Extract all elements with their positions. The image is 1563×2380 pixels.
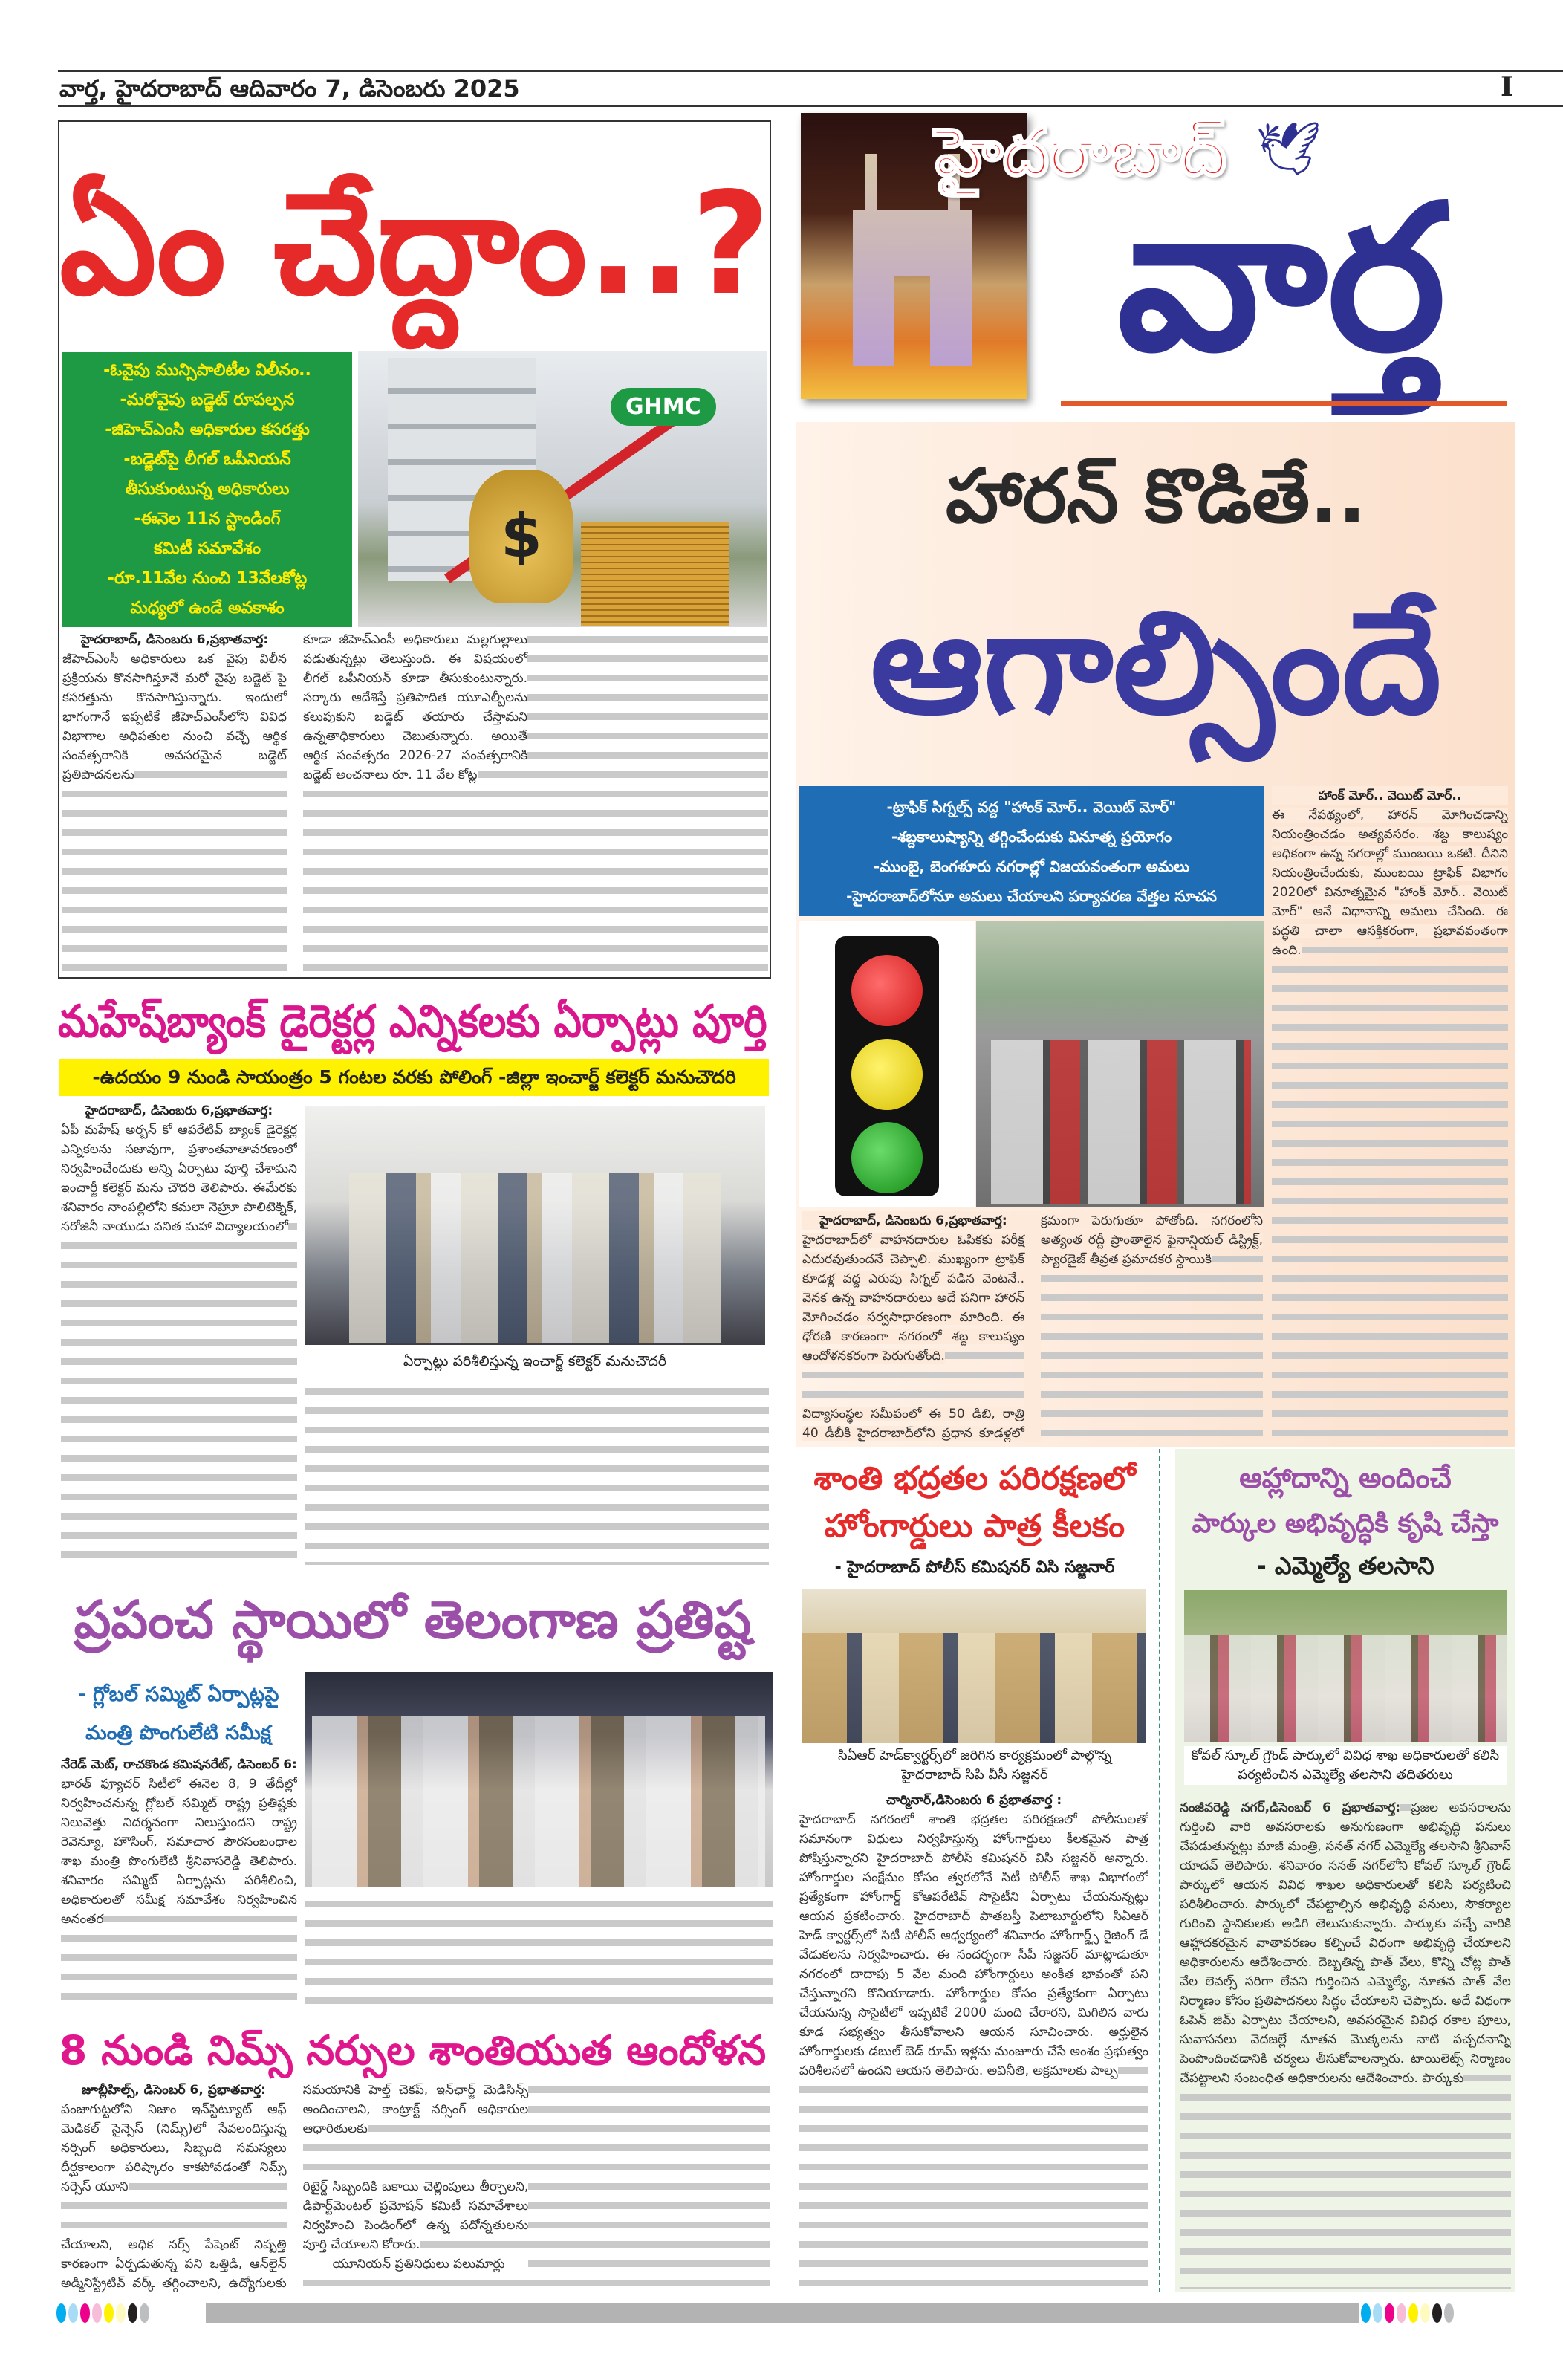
body-paragraph: పంజాగుట్టలోని నిజాం ఇన్‌స్టిట్యూట్ ఆఫ్ మెడికల్ సైన్సెస్ (నిమ్స్)లో సేవలందిస్తున్న నర్సింగ్ అధికారులు, సిబ్బంది సమస్యలు దీర్ఘకాలంగా పరిష్కారం కాకపోవడంతో నిమ్స్ నర్సెస్ యూని — [61, 2102, 287, 2194]
homeguard-photo-caption: సిఏఆర్ హెడ్‌క్వార్టర్స్‌లో జరిగిన కార్యక్రమంలో పాల్గొన్న హైదరాబాద్ సిపి వీసీ సజ్జనర్ — [837, 1748, 1112, 1783]
summit-review-photo — [305, 1672, 773, 1887]
masthead-city: హైదరాబాద్ — [935, 114, 1226, 190]
summit-body-left — [61, 1755, 297, 2006]
traffic-story — [796, 422, 1515, 1447]
mahesh-photo-caption: ఏర్పాట్లు పరిశీలిస్తున్న ఇంచార్జ్ కలెక్టర్ మనుచౌదరీ — [403, 1353, 667, 1369]
traffic-sidebar — [1272, 786, 1508, 1443]
print-marks-right — [1361, 2303, 1456, 2323]
highlight-item: మధ్యలో ఉండే అవకాశం — [130, 599, 285, 617]
body-paragraph: ప్రజల అవసరాలను గుర్తించి వారి అవసరాలకు అనుగుణంగా అభివృద్ధి పనులు చేపడుతున్నట్లు మాజీ మంత్రి, సనత్ నగర్ ఎమ్మెల్యే తలసాని శ్రీనివాస్ యాదవ్ తెలిపారు. శనివారం సనత్ నగర్‌లోని కోవల్ స్కూల్ గ్రౌండ్ పార్కులో ఆయన వివిధ శాఖల అధికారులతో కలిసి పర్యటించి పరిశీలించారు. పార్కులో చేపట్టాల్సిన అభివృద్ధి పనులు, సౌకర్యాల గురించి స్థానికులకు అడిగి తెలుసుకున్నారు. పార్కుకు వచ్చే వారికి ఆహ్లాదకరమైన వాతావరణం కల్పించే విధంగా అభివృద్ధి చేయాలని అధికారులను ఆదేశించారు. దెబ్బతిన్న పాత్ వేలు, కొన్ని చోట్ల పాత్ వేల లెవల్స్ సరిగా లేవని గుర్తించిన ఎమ్మెల్యే, నూతన పాత్ వేల నిర్మాణం కోసం ప్రతిపాదనలు సిద్ధం చేయాలని చెప్పారు. అదే విధంగా ఓపెన్ జిమ్ ఏర్పాటు చేయాలని, అవసరమైన వివిధ రకాల పూలు, సువాసనలు వెదజల్లే నూతన మొక్కలను నాటి పచ్చదనాన్ని పెంపొందించడానికి చర్యలు తీసుకోవాలన్నారు. టాయిలెట్స్ నిర్మాణం చేపట్టాలని సంబంధిత అధికారులను ఆదేశించారు. పార్కుకు — [1180, 1800, 1511, 2086]
mahesh-body-bottom — [305, 1382, 769, 1565]
body-paragraph: కూడా జీహెచ్ఎంసీ అధికారులు మల్లగుల్లాలు పడుతున్నట్లు తెలుస్తుంది. ఈ విషయంలో లీగల్ ఒపీనియన్ కూడా తీసుకుంటున్నారు. సర్కారు ఆదేశిస్తే ప్రతిపాదిత యూఎల్బీలను కలుపుకుని బడ్జెట్ తయారు చేస్తామని ఉన్నతాధికారులు చెబుతున్నారు. అయితే ఆర్థిక సంవత్సరం 2026-27 సంవత్సరానికి బడ్జెట్ అంచనాలు రూ. 11 వేల కోట్ల — [303, 632, 527, 782]
mahesh-election-photo — [305, 1106, 765, 1345]
body-paragraph: ఏపీ మహేష్ అర్బన్ కో ఆపరేటివ్ బ్యాంక్ డైరెక్టర్ల ఎన్నికలను సజావుగా, ప్రశాంతవాతావరణంలో నిర్వహించేందుకు అన్ని ఏర్పాటు పూర్తి చేశామని ఇంచార్జీ కలెక్టర్ మను చౌదరి తెలిపారు. ఈమేరకు శనివారం నాంపల్లిలోని కమలా నెహ్రూ పాలిటెక్నిక్, సరోజినీ నాయుడు వనిత మహా విద్యాలయంలో — [61, 1123, 297, 1234]
parks-visit-photo — [1184, 1590, 1507, 1742]
highlight-item: -శబ్దకాలుష్యాన్ని తగ్గించేందుకు వినూత్న ప్రయోగం — [891, 827, 1172, 846]
dateline: హైదరాబాద్, డిసెంబరు 6,ప్రభాతవార్త: — [802, 1211, 1024, 1230]
money-bag-icon: $ — [469, 470, 573, 603]
parks-headline-line: పార్కుల అభివృద్ధికి కృషి చేస్తా — [1192, 1508, 1499, 1539]
ghmc-headline: ఏం చేద్దాం..? — [59, 162, 770, 326]
highlight-item: -ముంబై, బెంగళూరు నగరాల్లో విజయవంతంగా అమలు — [873, 857, 1190, 875]
highlight-item: -జిహెచ్ఎంసి అధికారుల కసరత్తు — [105, 421, 310, 439]
body-paragraph: రిటైర్డ్ సిబ్బందికి బకాయి చెల్లింపులు తీర్చాలని, డిపార్ట్‌మెంటల్ ప్రమోషన్ కమిటీ సమావేశాలు నిర్వహించి పెండింగ్‌లో ఉన్న పదోన్నతులను పూర్తి చేయాలని కోరారు. — [302, 2179, 529, 2252]
dateline: హైదరాబాద్, డిసెంబరు 6,ప్రభాతవార్త: — [61, 1101, 297, 1121]
highlight-item: -రూ.11వేల నుంచి 13వేలకోట్ల — [107, 569, 308, 588]
summit-body-bottom — [305, 1895, 773, 2006]
ghmc-highlights-box — [62, 352, 352, 627]
dateline: నంజీవరెడ్డి నగర్,డిసెంబర్ 6 ప్రభాతవార్త: — [1180, 1800, 1401, 1815]
body-paragraph: జీహెచ్ఎంసీ అధికారులు ఒక వైపు విలీన ప్రక్రియను కొనసాగిస్తూనే మరో వైపు బడ్జెట్ పై కసరత్తును కొనసాగిస్తున్నారు. ఇందులో భాగంగానే ఇప్పటికే జీహెచ్ఎంసీలోని వివిధ విభాగాల అధిపతుల నుంచి వచ్చే ఆర్థిక సంవత్సరానికి అవసరమైన బడ్జెట్ ప్రతిపాదనలను — [62, 652, 287, 782]
dateline: జూబ్లీహిల్స్, డిసెంబర్ 6, ప్రభాతవార్త: — [61, 2081, 287, 2100]
highlight-item: -మరోవైపు బడ్జెట్ రూపల్పన — [120, 391, 295, 409]
traffic-headline-1: హారన్ కొడితే.. — [945, 453, 1367, 539]
ghmc-logo: GHMC — [611, 388, 716, 426]
page-number: I — [1501, 71, 1513, 103]
parks-subhead: - ఎమ్మెల్యే తలసాని — [1256, 1551, 1434, 1580]
parks-photo-caption: కోవల్ స్కూల్ గ్రౌండ్ పార్కులో వివిధ శాఖ అధికారులతో కలిసి పర్యటించిన ఎమ్మెల్యే తలసాని తదితరులు — [1184, 1746, 1507, 1785]
parks-story — [1175, 1449, 1515, 2292]
highlight-item: తీసుకుంటున్న అధికారులు — [125, 480, 290, 499]
highlight-item: -ట్రాఫిక్ సిగ్నల్స్ వద్ద "హాంక్ మోర్.. వెయిట్ మోర్" — [886, 797, 1177, 816]
homeguard-body — [799, 1791, 1148, 2289]
print-bar — [206, 2303, 1359, 2323]
traffic-light-icon — [799, 921, 975, 1207]
traffic-headline-2: ఆగాల్సిందే — [870, 581, 1442, 745]
nims-body — [61, 2081, 770, 2293]
mahesh-body-left — [61, 1101, 297, 1565]
ghmc-story — [58, 120, 771, 979]
dove-logo-icon: 🕊 — [1255, 118, 1322, 179]
traffic-body — [802, 1211, 1263, 1443]
highlight-item: కమిటీ సమావేశం — [153, 539, 261, 558]
homeguard-story — [796, 1449, 1160, 2292]
traffic-jam-photo — [976, 921, 1264, 1207]
print-marks-left — [56, 2303, 152, 2323]
body-paragraph: ఈ నేపథ్యంలో, హారన్ మోగించడాన్ని నియంత్రించడం అత్యవసరం. శబ్ద కాలుష్యం అధికంగా ఉన్న నగరాల్లో ముంబయి ఒకటి. దీనిని నియంత్రించేందుకు, ముంబయి ట్రాఫిక్ విభాగం 2020లో వినూత్నమైన "హాంక్ మోర్.. వెయిట్ మోర్" అనే విధానాన్ని అమలు చేసింది. ఈ పద్ధతి చాలా ఆసక్తికరంగా, ప్రభావవంతంగా ఉంది. — [1272, 808, 1508, 958]
header-top-rule — [58, 70, 1563, 72]
dateline: చార్మినార్,డిసెంబరు 6 ప్రభాతవార్త : — [799, 1791, 1148, 1810]
body-paragraph: చేయాలని, అధిక నర్స్ పేషెంట్ నిష్పత్తి కారణంగా ఏర్పడుతున్న పని ఒత్తిడి, ఆన్‌లైన్ అడ్మినిస్ట్రేటివ్ వర్క్ తగ్గించాలని, ఉద్యోగులకు సమయానికి హెల్త్ చెకప్, ఇన్‌ఛార్జ్ మెడిసిన్స్ అందించాలని, కాంట్రాక్ట్ నర్సింగ్ అధికారుల ఆధారితులకు — [61, 2083, 529, 2291]
traffic-highlights-box — [799, 786, 1264, 916]
coins-stack — [581, 522, 729, 626]
parks-body — [1180, 1798, 1511, 2289]
body-paragraph: విద్యాసంస్థల సమీపంలో ఈ 50 డిబి, రాత్రి 40 డీబీకి హైదరాబాద్‌లోని ప్రధాన కూడళ్లలో క్రమంగా పెరుగుతూ పోతోంది. నగరంలోని అత్యంత రద్దీ ప్రాంతాలైన ఫైనాన్షియల్ డిస్ట్రిక్ట్, ప్యారడైజ్ తీవ్రత ప్రమాదకర స్థాయికి — [802, 1213, 1263, 1441]
body-paragraph: యూనియన్ ప్రతినిధులు పలుమార్లు — [303, 2254, 529, 2274]
mahesh-subhead: -ఉదయం 9 నుండి సాయంత్రం 5 గంటల వరకు పోలింగ్ -జిల్లా ఇంచార్జ్ కలెక్టర్ మనుచౌదరి — [59, 1059, 769, 1096]
homeguard-headline-line: హోంగార్డులు పాత్ర కీలకం — [824, 1508, 1125, 1545]
sidebar-title: హాంక్ మోర్.. వెయిట్ మోర్.. — [1272, 786, 1508, 805]
highlight-item: -ఓవైపు మున్సిపాలిటీల విలీనం.. — [103, 361, 311, 380]
highlight-item: -ఈనెల 11న స్టాండింగ్ — [134, 510, 281, 528]
dateline: హైదరాబాద్, డిసెంబరు 6,ప్రభాతవార్త: — [62, 630, 287, 649]
ghmc-body — [62, 630, 768, 973]
homeguard-headline-line: శాంతి భద్రతల పరిరక్షణలో — [813, 1460, 1136, 1497]
highlight-item: -హైదరాబాద్‌లోనూ అమలు చేయాలని పర్యావరణ వేత్తల సూచన — [846, 886, 1217, 905]
ghmc-budget-photo — [358, 351, 767, 627]
subhead-line: మంత్రి పొంగులేటి సమీక్ష — [85, 1722, 271, 1745]
body-paragraph: భారత్ ఫ్యూచర్ సిటీలో ఈనెల 8, 9 తేదీల్లో నిర్వహించనున్న గ్లోబల్ సమ్మిట్ రాష్ట్ర ప్రతిష్టకు నిలువెత్తు నిదర్శనంగా నిలుస్తుందని రాష్ట్ర రెవెన్యూ, హౌసింగ్, సమాచార పౌరసంబంధాల శాఖ మంత్రి పొంగులేటి శ్రీనివాసరెడ్డి తెలిపారు. శనివారం సమ్మిట్ ఏర్పాట్లను పరిశీలించి, అధికారులతో సమీక్ష సమావేశం నిర్వహించిన అనంతర — [61, 1777, 297, 1927]
body-paragraph: హైదరాబాద్‌లో వాహనదారుల ఓపికకు పరీక్ష ఎదురవుతుందనే చెప్పాలి. ముఖ్యంగా ట్రాఫిక్ కూడళ్ల వద్ద ఎరుపు సిగ్నల్ పడిన వెంటనే.. వెనక ఉన్న వాహనదారులు అదే పనిగా హారన్ మోగించడం సర్వసాధారణంగా మారింది. ఈ ధోరణి కారణంగా నగరంలో శబ్ద కాలుష్యం ఆందోళనకరంగా పెరుగుతోంది. — [802, 1233, 1024, 1364]
header-bottom-rule — [58, 105, 1563, 107]
nims-headline: 8 నుండి నిమ్స్ నర్సుల శాంతియుత ఆందోళన — [59, 2027, 767, 2074]
masthead-name: వార్త — [1117, 161, 1446, 395]
homeguard-event-photo — [802, 1589, 1146, 1743]
masthead-underline — [1061, 401, 1507, 406]
summit-subhead — [59, 1676, 297, 1753]
dateline: నేరెడ్ మెట్, రాచకొండ కమిషనరేట్, డిసెంబర్ 6: — [61, 1755, 297, 1774]
mahesh-headline: మహేష్‌బ్యాంక్ డైరెక్టర్ల ఎన్నికలకు ఏర్పాట్లు పూర్తి — [58, 996, 767, 1048]
body-paragraph: హైదరాబాద్ నగరంలో శాంతి భద్రతల పరిరక్షణలో పోలీసులతో సమానంగా విధులు నిర్వహిస్తున్న హోంగార్డులు కీలకమైన పాత్ర పోషిస్తున్నారని హైదరాబాద్ పోలీస్ కమిషనర్ విసి సజ్జనర్ అన్నారు. హోంగార్డుల సంక్షేమం కోసం త్వరలోనే సిటీ పోలీస్ శాఖ విభాగంలో ప్రత్యేకంగా హోంగార్డ్ కోఆపరేటివ్ సొసైటీని ఏర్పాటు చేయనున్నట్లు ఆయన ప్రకటించారు. హైదరాబాద్ పాతబస్తీ పెటాబూర్జులోని సిఏఆర్ హెడ్ క్వార్టర్స్‌లో సిటీ పోలీస్ ఆధ్వర్యంలో శనివారం హోంగార్డ్స్ రైజింగ్ డే వేడుకలను నిర్వహించారు. ఈ సందర్భంగా సీపీ సజ్జనర్ మాట్లాడుతూ నగరంలో దాదాపు 5 వేల మంది హోంగార్డులు అంకిత భావంతో పని చేస్తున్నారని కొనియాడారు. హోంగార్డుల కోసం ప్రత్యేకంగా ఏర్పాటు చేయనున్న సొసైటీలో ఇప్పటికే 2000 మంది చేరారని, మిగిలిన వారు కూడ సభ్యత్వం తీసుకోవాలని ఆయన సూచించారు. అర్హులైన హోంగార్డులకు డబుల్ బెడ్ రూమ్ ఇళ్లను మంజూరు చేసే అంశం ప్రభుత్వం పరిశీలనలో ఉందని ఆయన తెలిపారు. అవినీతి, అక్రమాలకు పాల్ప — [799, 1812, 1148, 2078]
summit-headline: ప్రపంచ స్థాయిలో తెలంగాణ ప్రతిష్ట — [74, 1589, 752, 1650]
parks-headline-line: ఆహ్లాదాన్ని అందించే — [1239, 1462, 1452, 1494]
highlight-item: -బడ్జెట్‌పై లీగల్ ఒపీనియన్ — [123, 450, 291, 469]
header-date-line: వార్త, హైదరాబాద్ ఆదివారం 7, డిసెంబరు 2025 — [59, 74, 520, 103]
subhead-line: - గ్లోబల్ సమ్మిట్ ఏర్పాట్లపై — [77, 1683, 279, 1706]
homeguard-subhead: - హైదరాబాద్ పోలీస్ కమిషనర్ విసి సజ్జనార్ — [834, 1558, 1115, 1577]
